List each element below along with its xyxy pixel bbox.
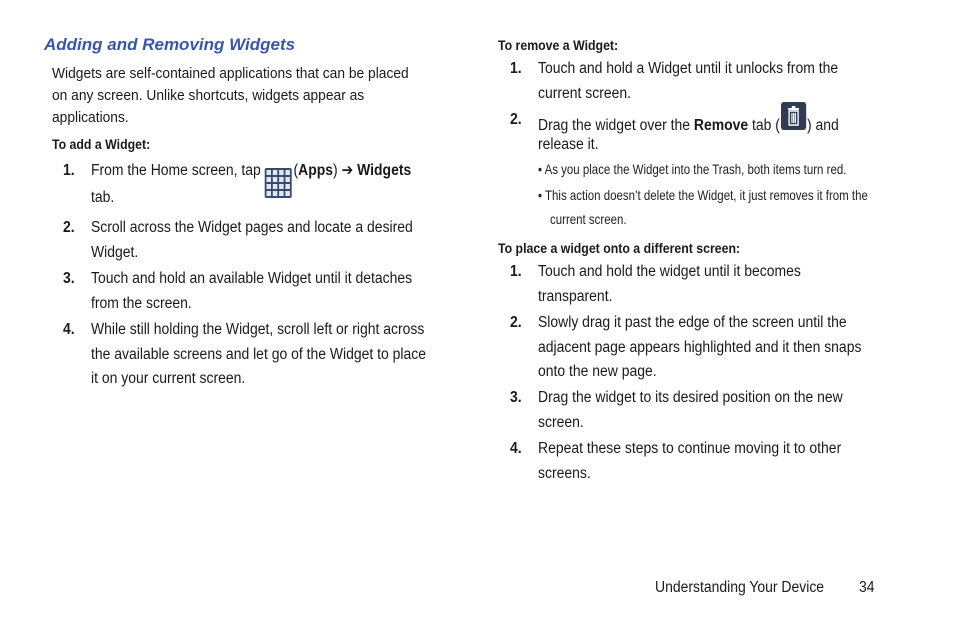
- step-number: 1.: [63, 162, 75, 179]
- step-text: While still holding the Widget, scroll left or right across: [91, 321, 425, 338]
- step-number: 2.: [63, 219, 75, 236]
- step-text: Touch and hold the widget until it becomes: [538, 263, 801, 280]
- remove-widget-heading: To remove a Widget:: [498, 37, 619, 53]
- bullet-mark: •: [538, 161, 543, 177]
- step-text-post: ) and: [806, 117, 839, 134]
- step-number: 2.: [510, 314, 522, 331]
- step-text-line2: transparent.: [538, 287, 613, 305]
- step-text-line2: Widget.: [91, 243, 139, 261]
- step-text: Touch and hold a Widget until it unlocks from the: [538, 60, 839, 77]
- step-text-line2: adjacent page appears highlighted and it then snaps: [538, 338, 862, 356]
- step-text-line2: tab.: [91, 189, 115, 206]
- bullet-item: [538, 183, 868, 208]
- remove-label: Remove: [693, 117, 749, 134]
- intro-paragraph: Widgets are self-contained applications that can be placed on any screen. Unlike shortcuts, widgets appear as applications.: [52, 65, 409, 126]
- bullet-item: [538, 157, 846, 182]
- apps-label: Apps: [298, 162, 334, 179]
- section-title: Adding and Removing Widgets: [44, 35, 296, 54]
- arrow-glyph: ➔: [341, 162, 354, 179]
- step-number: 1.: [510, 60, 522, 77]
- add-widget-heading: To add a Widget:: [52, 136, 151, 152]
- step-text-pre: Drag the widget over the: [538, 117, 690, 134]
- step-text-pre: From the Home screen, tap: [91, 162, 261, 179]
- step-text: Repeat these steps to continue moving it to other: [538, 440, 842, 457]
- place-widget-heading: To place a widget onto a different screen:: [498, 240, 741, 256]
- widgets-label: Widgets: [357, 162, 412, 179]
- step-number: 1.: [510, 263, 522, 280]
- step-text-line2: release it.: [538, 135, 599, 153]
- step-number: 4.: [63, 321, 75, 338]
- page-number: 34: [859, 579, 875, 596]
- step-number: 2.: [510, 111, 522, 128]
- step-text-line2: screen.: [538, 413, 584, 431]
- bullet-text: This action doesn’t delete the Widget, it just removes it from the: [545, 187, 868, 203]
- bullet-text: As you place the Widget into the Trash, both items turn red.: [544, 161, 847, 177]
- step-text: Slowly drag it past the edge of the screen until the: [538, 314, 847, 331]
- step-text-line2: from the screen.: [91, 294, 192, 312]
- bullet-text-line2: current screen.: [550, 211, 627, 227]
- trash-icon: [781, 102, 806, 130]
- step-number: 3.: [63, 270, 75, 287]
- step-text-line3: onto the new page.: [538, 363, 657, 380]
- step-number: 3.: [510, 389, 522, 406]
- step-text-line3: it on your current screen.: [91, 370, 246, 387]
- step-text: Drag the widget to its desired position on the new: [538, 389, 843, 406]
- step-text-line2: screens.: [538, 464, 591, 482]
- step-text: Scroll across the Widget pages and locate a desired: [91, 219, 413, 236]
- step-text-mid: tab (: [752, 117, 780, 134]
- step-number: 4.: [510, 440, 522, 457]
- step-text: Touch and hold an available Widget until it detaches: [91, 270, 413, 287]
- step-text-line2: the available screens and let go of the Widget to place: [91, 345, 427, 363]
- bullet-mark: •: [538, 187, 543, 203]
- step-text-line2: current screen.: [538, 84, 632, 102]
- footer-section-name: Understanding Your Device: [655, 579, 825, 596]
- step-text: From the Home screen, tap (Apps) ➔ Widgets: [91, 159, 411, 198]
- apps-grid-icon: [265, 168, 292, 198]
